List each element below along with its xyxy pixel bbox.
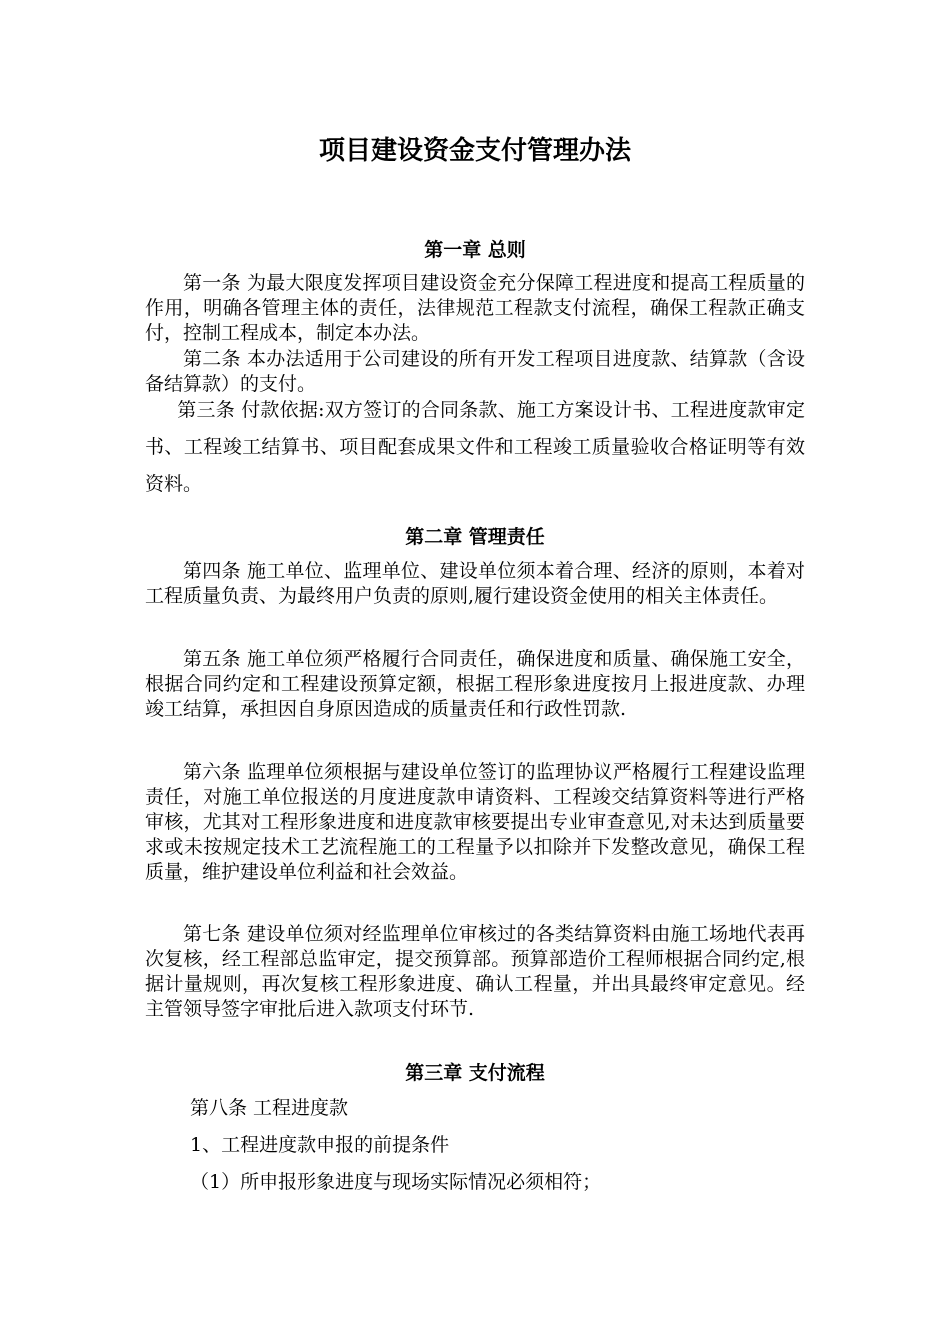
document-title: 项目建设资金支付管理办法: [318, 136, 631, 166]
list-item: （1）所申报形象进度与现场实际情况必须相符；: [190, 1171, 602, 1193]
chapter-heading-2: 第二章 管理责任: [405, 526, 545, 548]
article-8-heading: 第八条 工程进度款: [190, 1097, 349, 1119]
article-7: 第七条 建设单位须对经监理单位审核过的各类结算资料由施工场地代表再次复核，经工程部总监审定，提交预算部。预算部造价工程师根据合同约定,根据计量规则，再次复核工程形象进度、确认工程量，并出具最终审定意见。经主管领导签字审批后进入款项支付环节.: [145, 923, 805, 1020]
chapter-heading-1: 第一章 总则: [424, 239, 526, 261]
article-6: 第六条 监理单位须根据与建设单位签订的监理协议严格履行工程建设监理责任，对施工单位报送的月度进度款申请资料、工程竣交结算资料等进行严格审核，尤其对工程形象进度和进度款审核要提出专业审查意见,对未达到质量要求或未按规定技术工艺流程施工的工程量予以扣除并下发整改意见，确保工程质量，维护建设单位利益和社会效益。: [145, 761, 805, 883]
article-1: 第一条 为最大限度发挥项目建设资金充分保障工程进度和提高工程质量的作用，明确各管理主体的责任，法律规范工程款支付流程，确保工程款正确支付，控制工程成本，制定本办法。: [145, 272, 805, 344]
article-3: 第三条 付款依据:双方签订的合同条款、施工方案设计书、工程进度款审定书、工程竣工结算书、项目配套成果文件和工程竣工质量验收合格证明等有效资料。: [145, 399, 805, 495]
article-2: 第二条 本办法适用于公司建设的所有开发工程项目进度款、结算款（含设备结算款）的支付。: [145, 348, 805, 395]
list-item: 1、工程进度款申报的前提条件: [190, 1134, 450, 1156]
article-5: 第五条 施工单位须严格履行合同责任，确保进度和质量、确保施工安全，根据合同约定和工程建设预算定额，根据工程形象进度按月上报进度款、办理竣工结算，承担因自身原因造成的质量责任和行政性罚款.: [145, 648, 805, 720]
article-4: 第四条 施工单位、监理单位、建设单位须本着合理、经济的原则，本着对工程质量负责、为最终用户负责的原则,履行建设资金使用的相关主体责任。: [145, 560, 805, 607]
chapter-heading-3: 第三章 支付流程: [405, 1062, 545, 1084]
